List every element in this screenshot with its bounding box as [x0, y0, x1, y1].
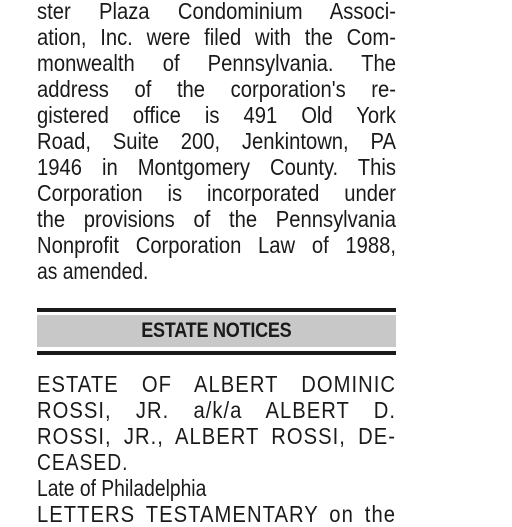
notice-line: Corporation is incorporated under	[37, 180, 396, 206]
estate-notice-text	[37, 371, 475, 527]
estate-line: Late of Philadelphia	[37, 475, 207, 501]
estate-line: ROSSI, JR., ALBERT ROSSI, DE-	[37, 423, 396, 449]
estate-line: CEASED.	[37, 449, 129, 475]
notice-line: gistered office is 491 Old York	[37, 102, 396, 128]
section-header-band	[37, 315, 396, 347]
notice-line: 1946 in Montgomery County. This	[37, 154, 396, 180]
section-bottom-rule	[37, 351, 396, 355]
notice-line: ster Plaza Condominium Associ-	[37, 0, 396, 24]
estate-line: LETTERS TESTAMENTARY on the	[37, 501, 396, 527]
notice-line: ation, Inc. were filed with the Com-	[37, 24, 396, 50]
notice-line: Road, Suite 200, Jenkintown, PA	[37, 128, 396, 154]
estate-line: ESTATE OF ALBERT DOMINIC	[37, 371, 396, 397]
notice-line: Nonprofit Corporation Law of 1988,	[37, 232, 396, 258]
section-top-rule	[37, 308, 396, 312]
corporation-notice-text	[37, 0, 475, 284]
notice-line: address of the corporation's re-	[37, 76, 396, 102]
notice-line: the provisions of the Pennsylvania	[37, 206, 396, 232]
notice-line: as amended.	[37, 258, 149, 284]
estate-line: ROSSI, JR. a/k/a ALBERT D.	[37, 397, 396, 423]
notice-line: monwealth of Pennsylvania. The	[37, 50, 396, 76]
section-title: ESTATE NOTICES	[141, 319, 292, 342]
